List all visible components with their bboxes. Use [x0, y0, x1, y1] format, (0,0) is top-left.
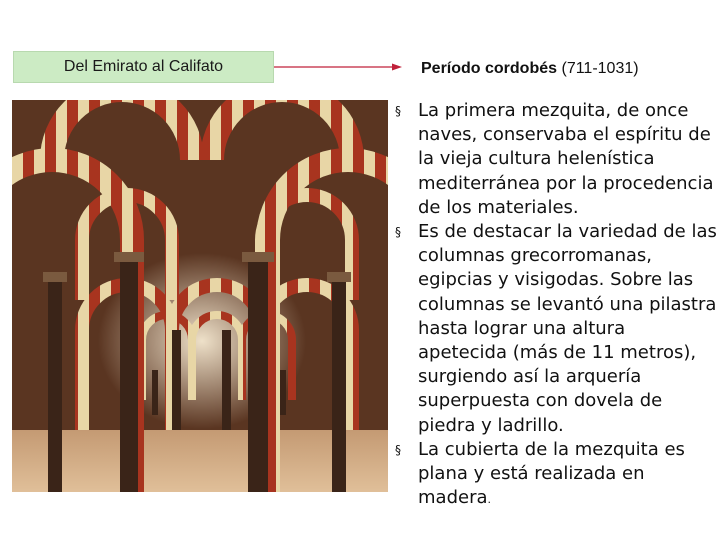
bullet-item	[392, 99, 718, 220]
bullet-marker: §	[395, 442, 401, 457]
arrow-right-icon	[274, 61, 404, 73]
bullet-marker: §	[395, 225, 401, 240]
bullet-marker: §	[395, 104, 401, 118]
section-title: Del Emirato al Califato	[63, 58, 224, 75]
bullet-text: La cubierta de la mezquita es plana y está realizada en madera	[418, 438, 685, 509]
bullet-item	[392, 220, 718, 438]
period-dates: (711-1031)	[561, 60, 639, 77]
final-period: .	[487, 493, 491, 507]
section-title-box	[13, 51, 274, 83]
bullet-text: Es de destacar la variedad de las columnas grecorromanas, egipcias y visigodas. Sobre las columnas se levantó una pilastra hasta lograr una altura apetecida (más de 11 metros), surgiendo así la arquería superpuesta con dovela de piedra y ladrillo.	[418, 221, 717, 436]
bullet-item	[392, 438, 718, 513]
period-name: Período cordobés	[421, 60, 558, 77]
bullet-list	[392, 99, 718, 512]
mosque-arches-photo	[12, 100, 388, 492]
bullet-text: La primera mezquita, de once naves, conservaba el espíritu de la vieja cultura helenística mediterránea por la procedencia de los materiales.	[418, 100, 714, 218]
period-heading	[421, 60, 639, 78]
